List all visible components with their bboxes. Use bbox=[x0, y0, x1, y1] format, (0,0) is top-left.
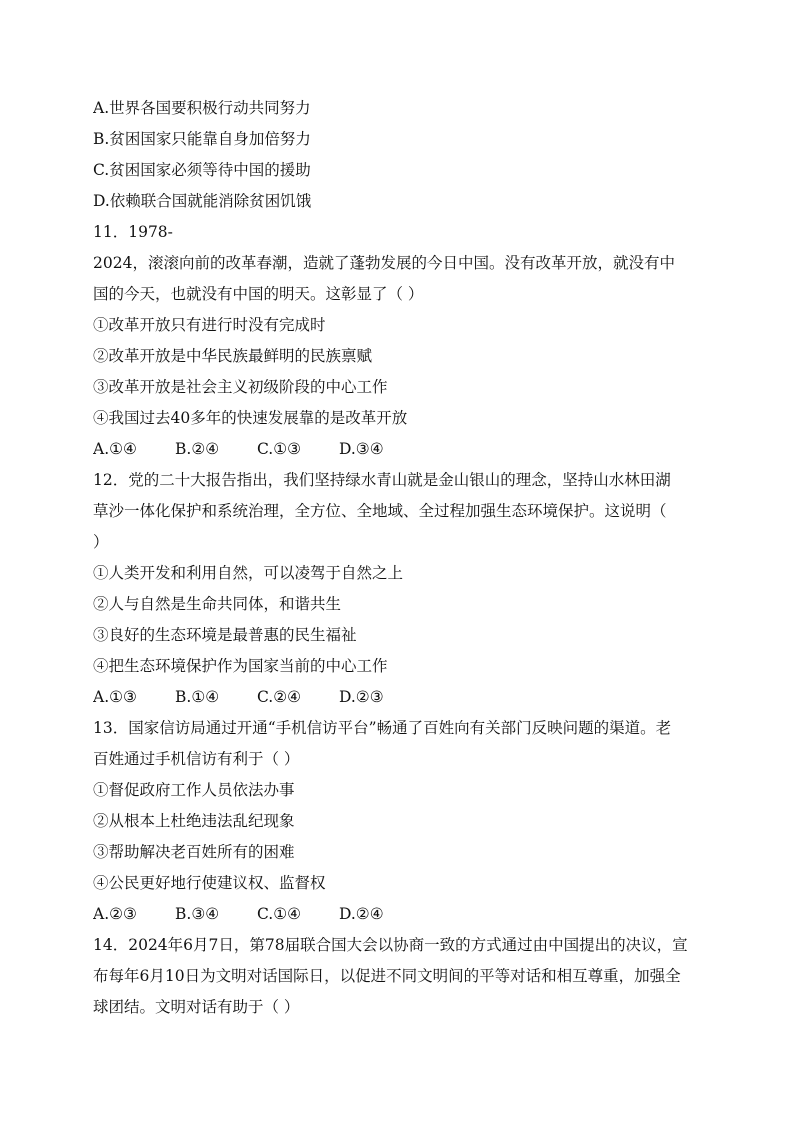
q13-statement-4: ④公民更好地行使建议权、监督权 bbox=[93, 874, 326, 892]
exam-page bbox=[93, 93, 703, 1023]
q11-stem-line-3: 国的今天，也就没有中国的明天。这彰显了（ ） bbox=[93, 285, 424, 303]
q12-statement-4: ④把生态环境保护作为国家当前的中心工作 bbox=[93, 657, 388, 675]
q14-stem-line-1: 14．2024年6月7日，第78届联合国大会以协商一致的方式通过由中国提出的决议，宣 bbox=[93, 936, 688, 954]
q13-choice-b: B.③④ bbox=[175, 905, 220, 923]
q13-stem-line-2: 百姓通过手机信访有利于（ ） bbox=[93, 750, 300, 768]
q12-choices bbox=[93, 682, 703, 713]
q11-choice-a: A.①④ bbox=[93, 440, 137, 458]
q13-choice-c: C.①④ bbox=[257, 905, 302, 923]
q11-stem-line-2: 2024，滚滚向前的改革春潮，造就了蓬勃发展的今日中国。没有改革开放，就没有中 bbox=[93, 254, 675, 272]
q10-option-c: C.贫困国家必须等待中国的援助 bbox=[93, 161, 311, 179]
q12-choice-d: D.②③ bbox=[339, 688, 384, 706]
q12-stem-line-2: 草沙一体化保护和系统治理，全方位、全地域、全过程加强生态环境保护。这说明（ bbox=[93, 502, 667, 520]
q11-statement-2: ②改革开放是中华民族最鲜明的民族禀赋 bbox=[93, 347, 373, 365]
q11-stem-line-1: 11．1978- bbox=[93, 223, 173, 241]
q13-choice-a: A.②③ bbox=[93, 905, 137, 923]
q11-statement-1: ①改革开放只有进行时没有完成时 bbox=[93, 316, 326, 334]
q11-choices bbox=[93, 434, 703, 465]
q11-choice-c: C.①③ bbox=[257, 440, 302, 458]
q13-choice-d: D.②④ bbox=[339, 905, 384, 923]
q12-stem-line-3: ） bbox=[93, 533, 109, 551]
q11-statement-4: ④我国过去40多年的快速发展靠的是改革开放 bbox=[93, 409, 408, 427]
q13-stem-line-1: 13．国家信访局通过开通“手机信访平台”畅通了百姓向有关部门反映问题的渠道。老 bbox=[93, 719, 672, 737]
q11-choice-b: B.②④ bbox=[175, 440, 220, 458]
q12-choice-a: A.①③ bbox=[93, 688, 137, 706]
q10-option-d: D.依赖联合国就能消除贫困饥饿 bbox=[93, 192, 312, 210]
q14-stem-line-2: 布每年6月10日为文明对话国际日，以促进不同文明间的平等对话和相互尊重，加强全 bbox=[93, 967, 681, 985]
q13-choices bbox=[93, 899, 703, 930]
q13-statement-3: ③帮助解决老百姓所有的困难 bbox=[93, 843, 295, 861]
q13-statement-2: ②从根本上杜绝违法乱纪现象 bbox=[93, 812, 295, 830]
q12-statement-3: ③良好的生态环境是最普惠的民生福祉 bbox=[93, 626, 357, 644]
q11-statement-3: ③改革开放是社会主义初级阶段的中心工作 bbox=[93, 378, 388, 396]
q10-option-b: B.贫困国家只能靠自身加倍努力 bbox=[93, 130, 311, 148]
q13-statement-1: ①督促政府工作人员依法办事 bbox=[93, 781, 295, 799]
q12-stem-line-1: 12．党的二十大报告指出，我们坚持绿水青山就是金山银山的理念，坚持山水林田湖 bbox=[93, 471, 671, 489]
q12-statement-2: ②人与自然是生命共同体，和谐共生 bbox=[93, 595, 342, 613]
q12-choice-b: B.①④ bbox=[175, 688, 220, 706]
q11-choice-d: D.③④ bbox=[339, 440, 384, 458]
q10-option-a: A.世界各国要积极行动共同努力 bbox=[93, 99, 311, 117]
q12-choice-c: C.②④ bbox=[257, 688, 302, 706]
q12-statement-1: ①人类开发和利用自然，可以凌驾于自然之上 bbox=[93, 564, 404, 582]
q14-stem-line-3: 球团结。文明对话有助于（ ） bbox=[93, 998, 300, 1016]
